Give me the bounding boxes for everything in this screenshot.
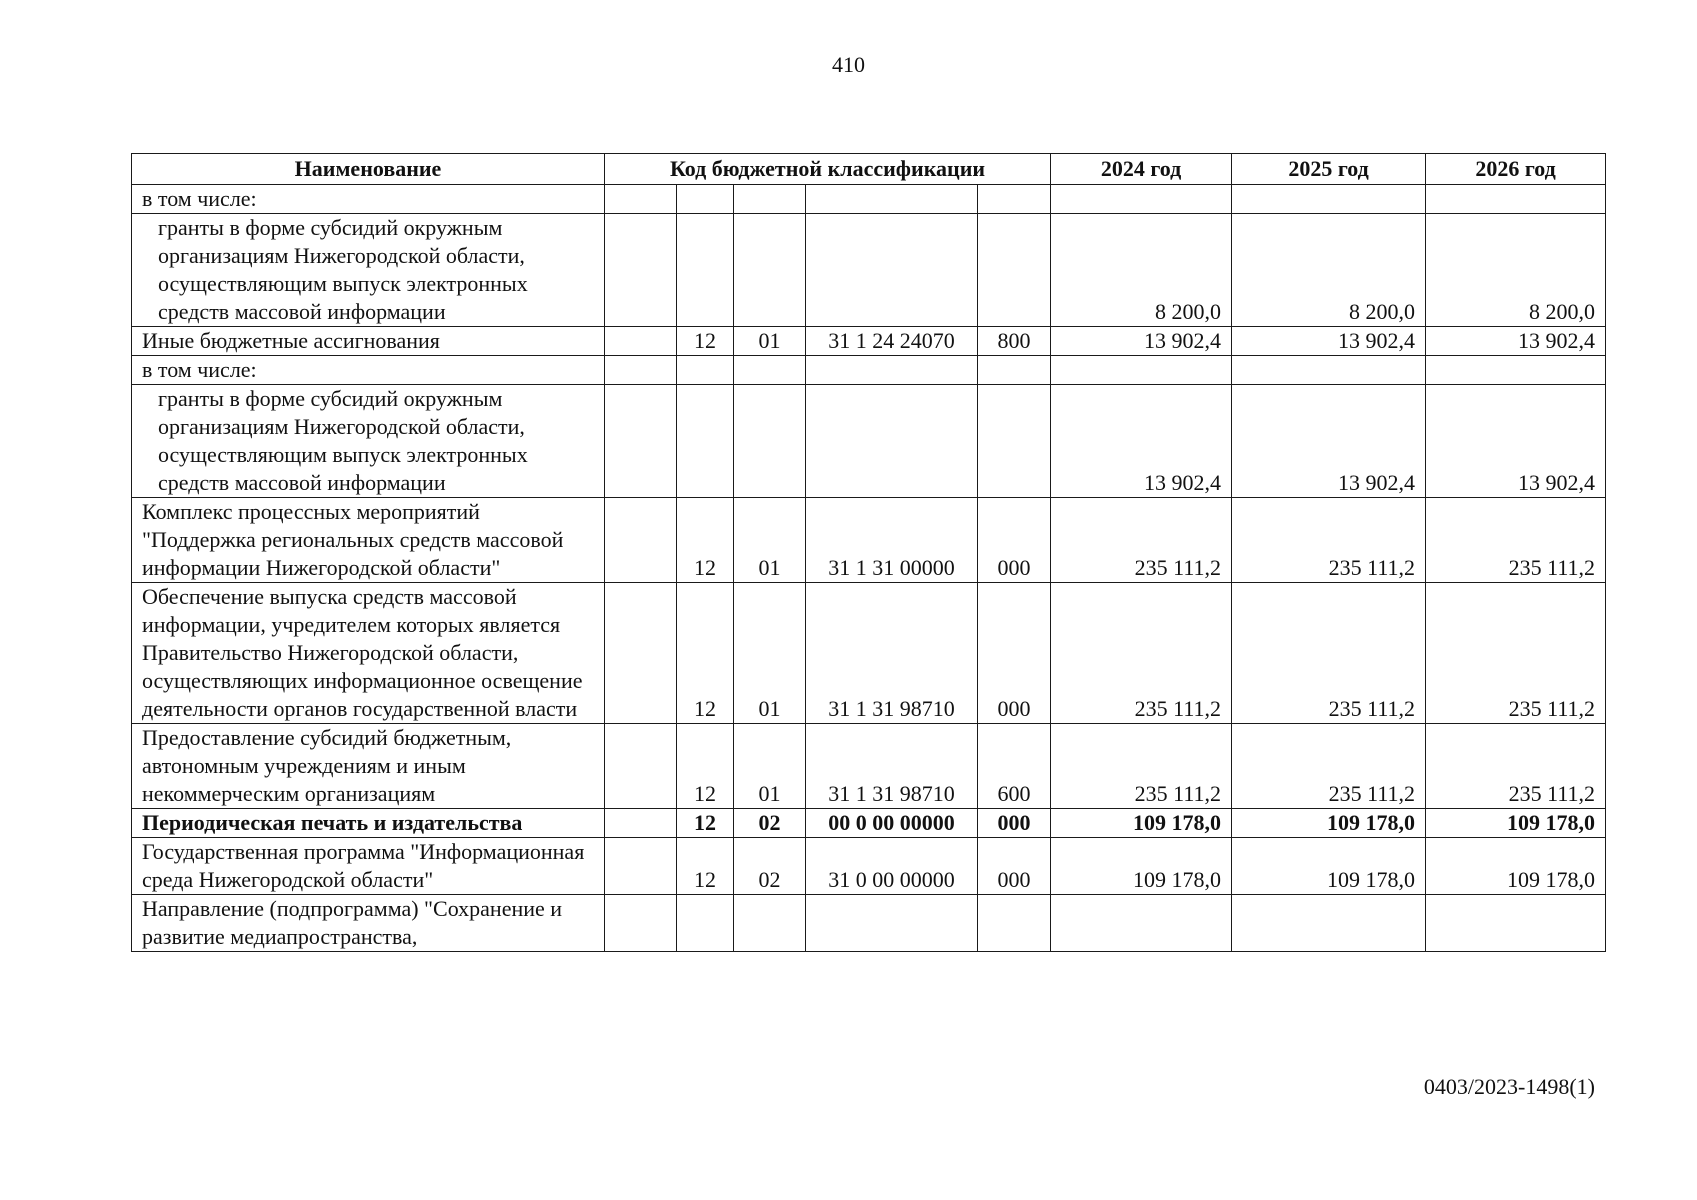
row-vr: 800 [978,327,1051,356]
header-2025: 2025 год [1232,154,1426,185]
row-2025: 13 902,4 [1232,385,1426,498]
row-2024: 109 178,0 [1051,838,1232,895]
table-row [132,385,1606,498]
row-2025 [1232,185,1426,214]
row-rz [677,185,734,214]
row-pr [734,214,806,327]
row-blank [605,583,677,724]
row-2024 [1051,185,1232,214]
row-2024: 235 111,2 [1051,724,1232,809]
row-blank [605,809,677,838]
row-2024 [1051,895,1232,952]
row-2026: 13 902,4 [1426,327,1606,356]
row-name: Иные бюджетные ассигнования [132,327,605,356]
row-blank [605,385,677,498]
row-name: в том числе: [132,356,605,385]
row-csr [806,385,978,498]
row-blank [605,724,677,809]
row-blank [605,185,677,214]
row-rz: 12 [677,327,734,356]
row-rz [677,385,734,498]
row-2025: 109 178,0 [1232,809,1426,838]
row-name: Предоставление субсидий бюджетным, автономным учреждениям и иным некоммерческим организациям [132,724,605,809]
row-2025: 109 178,0 [1232,838,1426,895]
row-2026: 109 178,0 [1426,809,1606,838]
row-rz: 12 [677,724,734,809]
table-row [132,838,1606,895]
row-2024: 109 178,0 [1051,809,1232,838]
row-vr: 600 [978,724,1051,809]
row-csr: 31 1 31 98710 [806,724,978,809]
row-vr [978,356,1051,385]
row-rz [677,895,734,952]
row-vr [978,895,1051,952]
row-rz: 12 [677,583,734,724]
row-rz: 12 [677,809,734,838]
header-2024: 2024 год [1051,154,1232,185]
table-row [132,498,1606,583]
row-2025: 13 902,4 [1232,327,1426,356]
table-row [132,356,1606,385]
table-row [132,185,1606,214]
row-rz [677,356,734,385]
row-2025: 8 200,0 [1232,214,1426,327]
row-pr: 02 [734,809,806,838]
row-2024: 235 111,2 [1051,498,1232,583]
row-blank [605,214,677,327]
row-name: Государственная программа "Информационная среда Нижегородской области" [132,838,605,895]
row-rz: 12 [677,498,734,583]
row-2025: 235 111,2 [1232,498,1426,583]
row-vr: 000 [978,838,1051,895]
row-name: Обеспечение выпуска средств массовой информации, учредителем которых является Правительство Нижегородской области, осуществляющих информационное освещение деятельности органов государственной власти [132,583,605,724]
table-row [132,583,1606,724]
row-csr: 00 0 00 00000 [806,809,978,838]
page-number: 410 [832,52,865,77]
row-name: в том числе: [132,185,605,214]
row-2025: 235 111,2 [1232,724,1426,809]
row-2024: 235 111,2 [1051,583,1232,724]
row-2025 [1232,895,1426,952]
row-2025: 235 111,2 [1232,583,1426,724]
header-2026: 2026 год [1426,154,1606,185]
header-name: Наименование [132,154,605,185]
row-2026 [1426,895,1606,952]
row-csr: 31 1 31 98710 [806,583,978,724]
row-name: Комплекс процессных мероприятий "Поддержка региональных средств массовой информации Нижегородской области" [132,498,605,583]
row-2025 [1232,356,1426,385]
row-blank [605,838,677,895]
row-2024: 13 902,4 [1051,385,1232,498]
row-blank [605,327,677,356]
row-csr: 31 1 24 24070 [806,327,978,356]
table-row [132,895,1606,952]
row-csr: 31 0 00 00000 [806,838,978,895]
row-2024: 8 200,0 [1051,214,1232,327]
row-name: гранты в форме субсидий окружным организациям Нижегородской области, осуществляющим выпуск электронных средств массовой информации [132,385,605,498]
table-row-section [132,809,1606,838]
row-pr: 01 [734,583,806,724]
row-blank [605,498,677,583]
row-rz [677,214,734,327]
row-2026 [1426,185,1606,214]
row-pr [734,356,806,385]
row-2026: 13 902,4 [1426,385,1606,498]
row-vr: 000 [978,809,1051,838]
table-header-row [132,154,1606,185]
table-row [132,214,1606,327]
row-csr [806,214,978,327]
row-pr: 02 [734,838,806,895]
row-pr [734,385,806,498]
row-vr [978,214,1051,327]
row-csr [806,356,978,385]
row-2024: 13 902,4 [1051,327,1232,356]
row-name: Периодическая печать и издательства [132,809,605,838]
row-2024 [1051,356,1232,385]
row-vr: 000 [978,583,1051,724]
table-row [132,724,1606,809]
row-csr [806,895,978,952]
row-2026: 235 111,2 [1426,498,1606,583]
row-pr [734,895,806,952]
budget-table [131,153,1606,952]
header-code: Код бюджетной классификации [605,154,1051,185]
row-2026: 8 200,0 [1426,214,1606,327]
row-vr: 000 [978,498,1051,583]
row-csr: 31 1 31 00000 [806,498,978,583]
document-code: 0403/2023-1498(1) [1423,1074,1595,1099]
row-2026 [1426,356,1606,385]
row-vr [978,385,1051,498]
row-pr [734,185,806,214]
row-vr [978,185,1051,214]
row-name: Направление (подпрограмма) "Сохранение и развитие медиапространства, [132,895,605,952]
row-blank [605,356,677,385]
row-2026: 235 111,2 [1426,583,1606,724]
row-blank [605,895,677,952]
row-name: гранты в форме субсидий окружным организациям Нижегородской области, осуществляющим выпуск электронных средств массовой информации [132,214,605,327]
row-pr: 01 [734,498,806,583]
table-row [132,327,1606,356]
row-rz: 12 [677,838,734,895]
row-csr [806,185,978,214]
row-pr: 01 [734,327,806,356]
row-2026: 235 111,2 [1426,724,1606,809]
row-pr: 01 [734,724,806,809]
row-2026: 109 178,0 [1426,838,1606,895]
